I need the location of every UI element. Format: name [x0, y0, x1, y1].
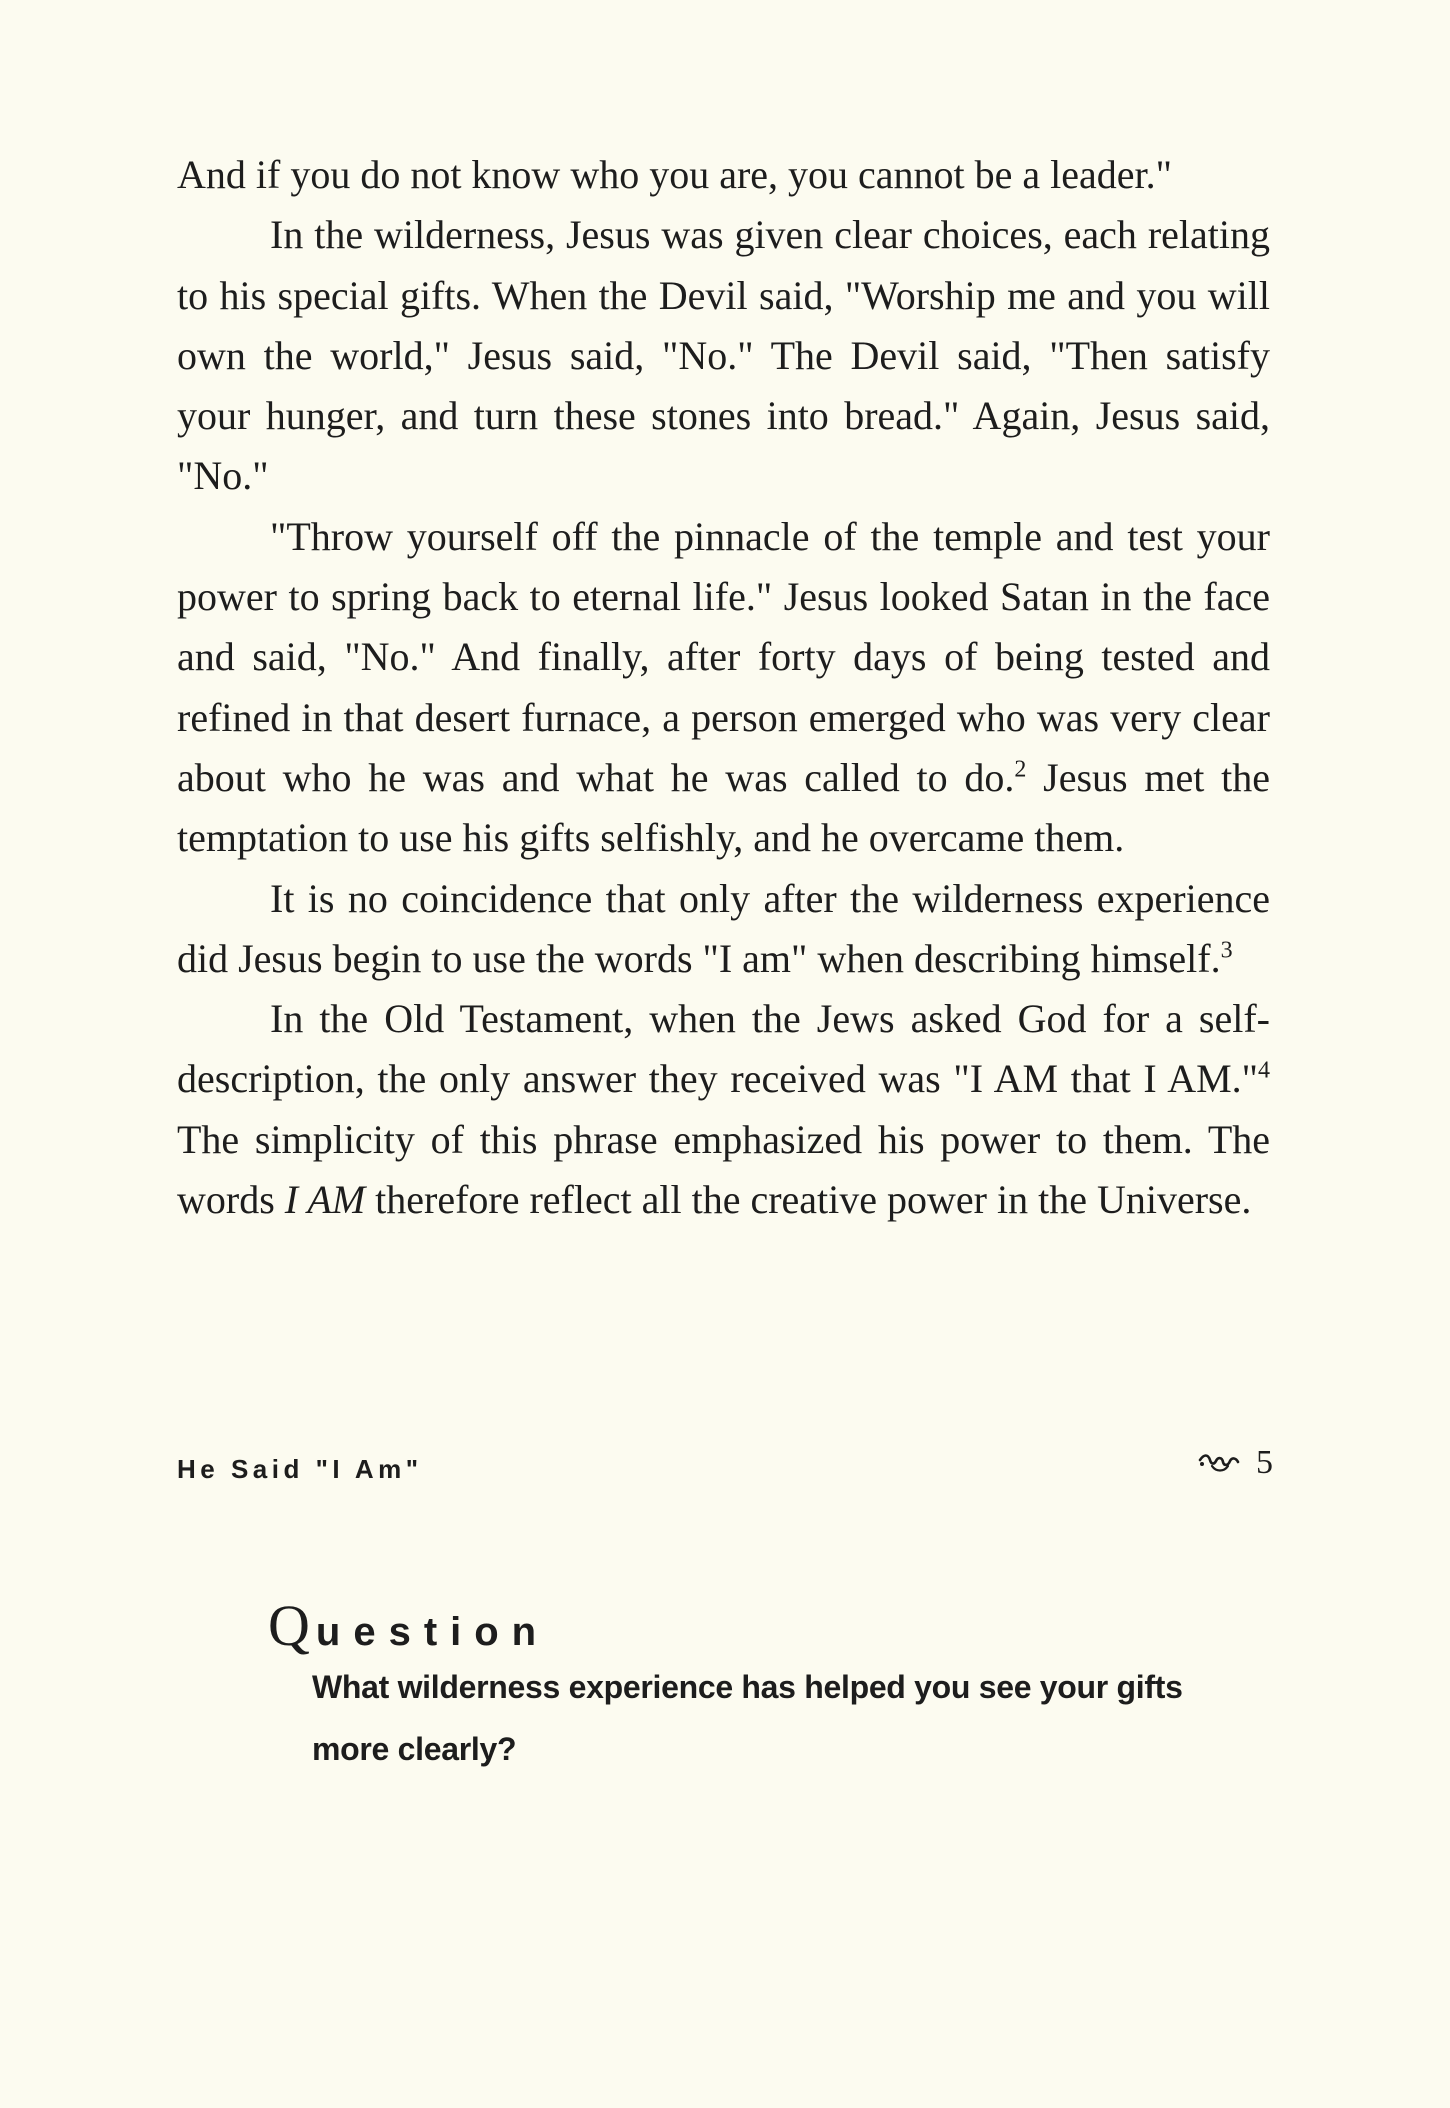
paragraph-1: [177, 145, 1270, 205]
footnote-ref-4: 4: [1258, 1058, 1270, 1085]
paragraph-2-text: In the wilderness, Jesus was given clear choices, each relating to his special gifts. When the Devil said, "Worship me and you will own the world," Jesus said, "No." The Devil said, "Then satisfy your hunger, and turn these stones into bread." Again, Jesus said, "No.": [177, 212, 1270, 499]
paragraph-5-text-b: The simplicity of this phrase emphasized his power to them. The words: [177, 1116, 1270, 1223]
paragraph-5-italic: I AM: [284, 1177, 366, 1223]
paragraph-1-text: And if you do not know who you are, you cannot be a leader.": [177, 152, 1172, 197]
paragraph-2: [177, 205, 1270, 506]
paragraph-4-text: It is no coincidence that only after the wilderness experience did Jesus begin to use the words "I am" when describing himself.: [177, 875, 1270, 981]
paragraph-3: [177, 507, 1270, 869]
body-text: [177, 145, 1270, 1230]
fleuron-ornament-icon: [1198, 1452, 1240, 1474]
paragraph-5-text-a: In the Old Testament, when the Jews asked God for a self-description, the only answer they received was "I AM that I AM.": [177, 996, 1270, 1102]
footnote-ref-3: 3: [1220, 937, 1233, 964]
paragraph-4: [177, 869, 1270, 990]
paragraph-3-text-b: Jesus met the temptation to use his gifts selfishly, and he overcame them.: [177, 754, 1270, 861]
footer-right: [1198, 1445, 1273, 1481]
question-heading: [268, 1593, 550, 1662]
paragraph-5: [177, 989, 1270, 1230]
question-heading-rest: uestion: [315, 1610, 550, 1654]
question-heading-initial: Q: [268, 1593, 316, 1658]
running-footer-title: He Said "I Am": [177, 1454, 423, 1484]
page-number: 5: [1256, 1444, 1273, 1481]
question-text: What wilderness experience has helped you see your gifts more clearly?: [312, 1669, 1183, 1767]
footnote-ref-2: 2: [1014, 756, 1027, 783]
paragraph-3-text-a: "Throw yourself off the pinnacle of the temple and test your power to spring back to eternal life." Jesus looked Satan in the face and said, "No." And finally, after forty days of being tested and refined in that desert furnace, a person emerged who was very clear about who he was and what he was called to do.: [177, 513, 1270, 800]
paragraph-5-text-c: therefore reflect all the creative power in the Universe.: [365, 1177, 1252, 1223]
